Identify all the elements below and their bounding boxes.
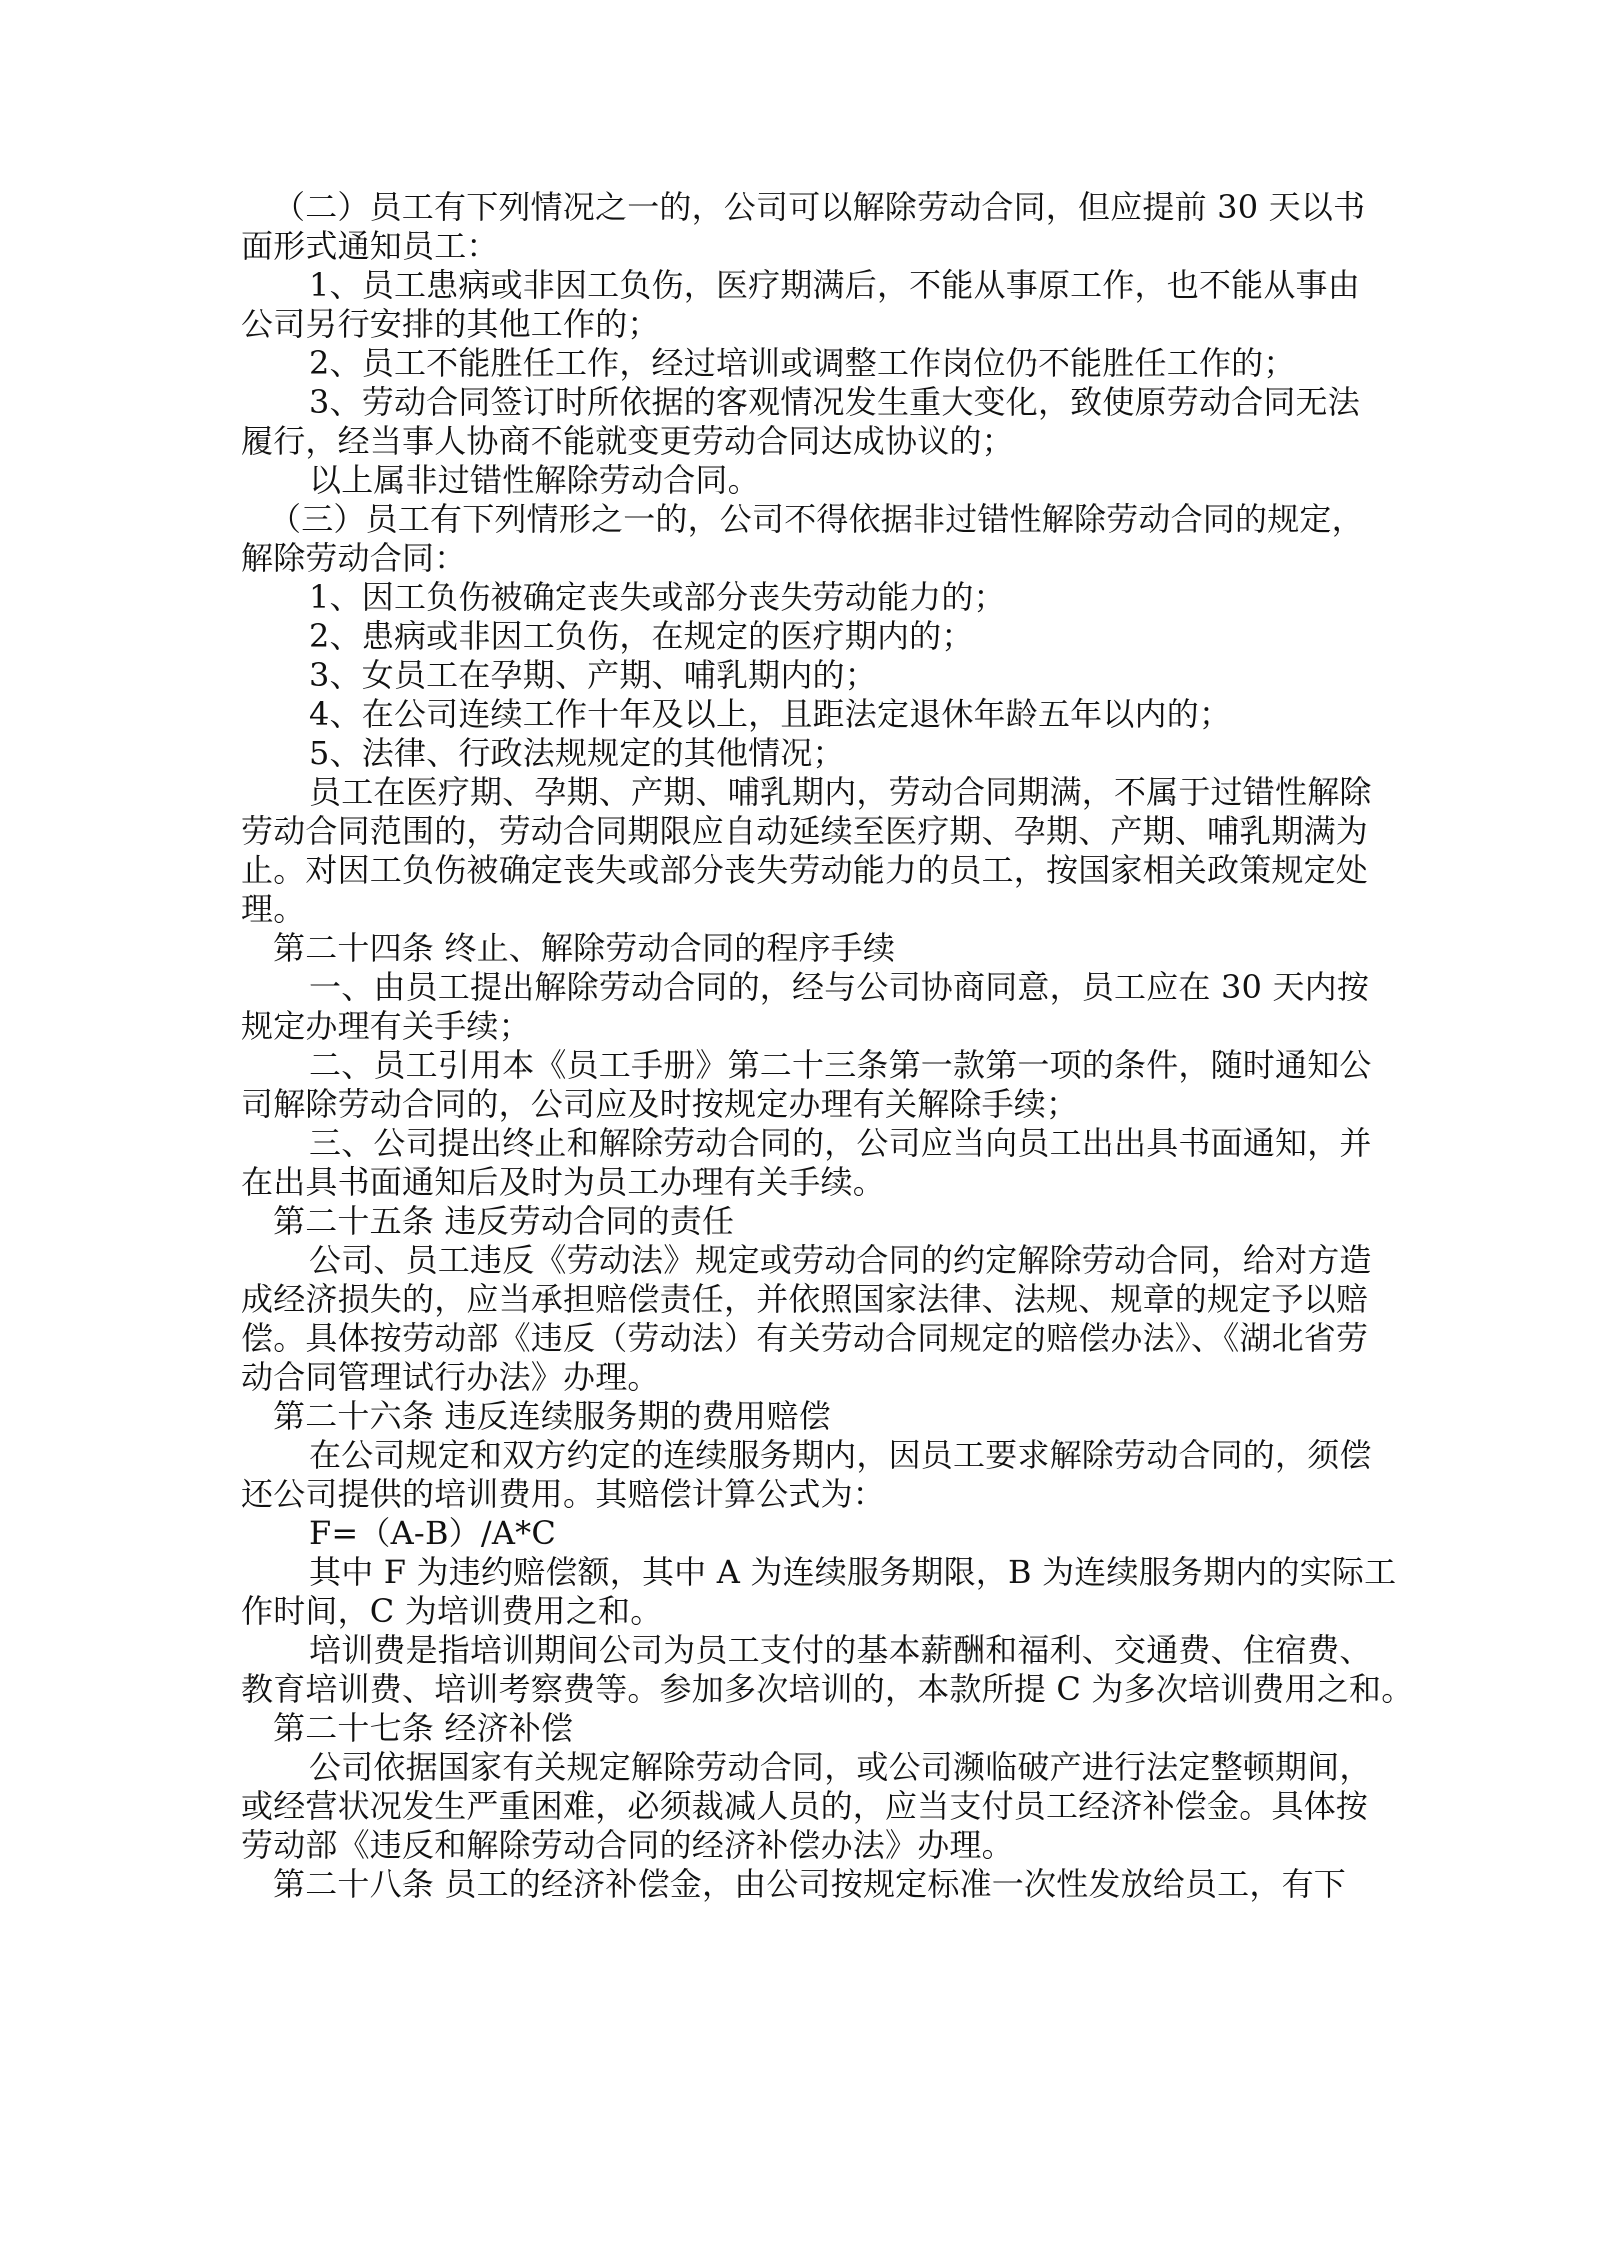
text-line: 或经营状况发生严重困难，必须裁减人员的，应当支付员工经济补偿金。具体按 bbox=[241, 1787, 1369, 1825]
text-line: 3、劳动合同签订时所依据的客观情况发生重大变化，致使原劳动合同无法 bbox=[309, 383, 1360, 421]
text-line: 员工在医疗期、孕期、产期、哺乳期内，劳动合同期满，不属于过错性解除 bbox=[309, 773, 1372, 811]
text-line: 动合同管理试行办法》办理。 bbox=[241, 1358, 660, 1396]
text-line: 三、公司提出终止和解除劳动合同的，公司应当向员工出出具书面通知，并 bbox=[309, 1124, 1372, 1162]
text-line: 2、员工不能胜任工作，经过培训或调整工作岗位仍不能胜任工作的； bbox=[309, 344, 1296, 382]
article-heading: 第二十七条 经济补偿 bbox=[273, 1709, 574, 1747]
text-line: 还公司提供的培训费用。其赔偿计算公式为： bbox=[241, 1475, 886, 1513]
text-line: 5、法律、行政法规规定的其他情况； bbox=[309, 734, 845, 772]
text-line: 司解除劳动合同的，公司应及时按规定办理有关解除手续； bbox=[241, 1085, 1079, 1123]
text-line: 作时间，C 为培训费用之和。 bbox=[241, 1592, 663, 1630]
text-line: 成经济损失的，应当承担赔偿责任，并依照国家法律、法规、规章的规定予以赔 bbox=[241, 1280, 1369, 1318]
text-line: 1、因工负伤被确定丧失或部分丧失劳动能力的； bbox=[309, 578, 1006, 616]
article-heading: 第二十五条 违反劳动合同的责任 bbox=[273, 1202, 735, 1240]
text-line: （二）员工有下列情况之一的，公司可以解除劳动合同，但应提前 30 天以书 bbox=[273, 188, 1366, 226]
article-heading: 第二十四条 终止、解除劳动合同的程序手续 bbox=[273, 929, 896, 967]
text-line: 1、员工患病或非因工负伤，医疗期满后，不能从事原工作，也不能从事由 bbox=[309, 266, 1360, 304]
text-line: 教育培训费、培训考察费等。参加多次培训的，本款所提 C 为多次培训费用之和。 bbox=[241, 1670, 1414, 1708]
text-line: 在出具书面通知后及时为员工办理有关手续。 bbox=[241, 1163, 886, 1201]
text-line: 2、患病或非因工负伤，在规定的医疗期内的； bbox=[309, 617, 974, 655]
text-line: 培训费是指培训期间公司为员工支付的基本薪酬和福利、交通费、住宿费、 bbox=[309, 1631, 1372, 1669]
text-line: 理。 bbox=[241, 890, 306, 928]
document-page bbox=[241, 188, 1414, 1904]
text-line: 公司、员工违反《劳动法》规定或劳动合同的约定解除劳动合同，给对方造 bbox=[309, 1241, 1372, 1279]
text-line: 在公司规定和双方约定的连续服务期内，因员工要求解除劳动合同的，须偿 bbox=[309, 1436, 1372, 1474]
text-line: 止。对因工负伤被确定丧失或部分丧失劳动能力的员工，按国家相关政策规定处 bbox=[241, 851, 1369, 889]
text-line: 其中 F 为违约赔偿额，其中 A 为连续服务期限，B 为连续服务期内的实际工 bbox=[309, 1553, 1397, 1591]
text-line: 4、在公司连续工作十年及以上，且距法定退休年龄五年以内的； bbox=[309, 695, 1232, 733]
formula-line: F=（A-B）/A*C bbox=[309, 1514, 557, 1552]
text-line: 一、由员工提出解除劳动合同的，经与公司协商同意，员工应在 30 天内按 bbox=[309, 968, 1370, 1006]
text-line: 履行，经当事人协商不能就变更劳动合同达成协议的； bbox=[241, 422, 1014, 460]
text-line: 公司依据国家有关规定解除劳动合同，或公司濒临破产进行法定整顿期间， bbox=[309, 1748, 1372, 1786]
article-heading: 第二十八条 员工的经济补偿金，由公司按规定标准一次性发放给员工，有下 bbox=[273, 1865, 1346, 1903]
text-line: （三）员工有下列情形之一的，公司不得依据非过错性解除劳动合同的规定， bbox=[269, 500, 1364, 538]
text-line: 劳动部《违反和解除劳动合同的经济补偿办法》办理。 bbox=[241, 1826, 1014, 1864]
text-line: 二、员工引用本《员工手册》第二十三条第一款第一项的条件，随时通知公 bbox=[309, 1046, 1372, 1084]
article-heading: 第二十六条 违反连续服务期的费用赔偿 bbox=[273, 1397, 831, 1435]
text-line: 解除劳动合同： bbox=[241, 539, 467, 577]
text-line: 以上属非过错性解除劳动合同。 bbox=[309, 461, 760, 499]
text-line: 公司另行安排的其他工作的； bbox=[241, 305, 660, 343]
text-line: 面形式通知员工： bbox=[241, 227, 499, 265]
text-line: 3、女员工在孕期、产期、哺乳期内的； bbox=[309, 656, 877, 694]
text-line: 偿。具体按劳动部《违反（劳动法）有关劳动合同规定的赔偿办法》、《湖北省劳 bbox=[241, 1319, 1369, 1357]
text-line: 劳动合同范围的，劳动合同期限应自动延续至医疗期、孕期、产期、哺乳期满为 bbox=[241, 812, 1369, 850]
text-line: 规定办理有关手续； bbox=[241, 1007, 531, 1045]
